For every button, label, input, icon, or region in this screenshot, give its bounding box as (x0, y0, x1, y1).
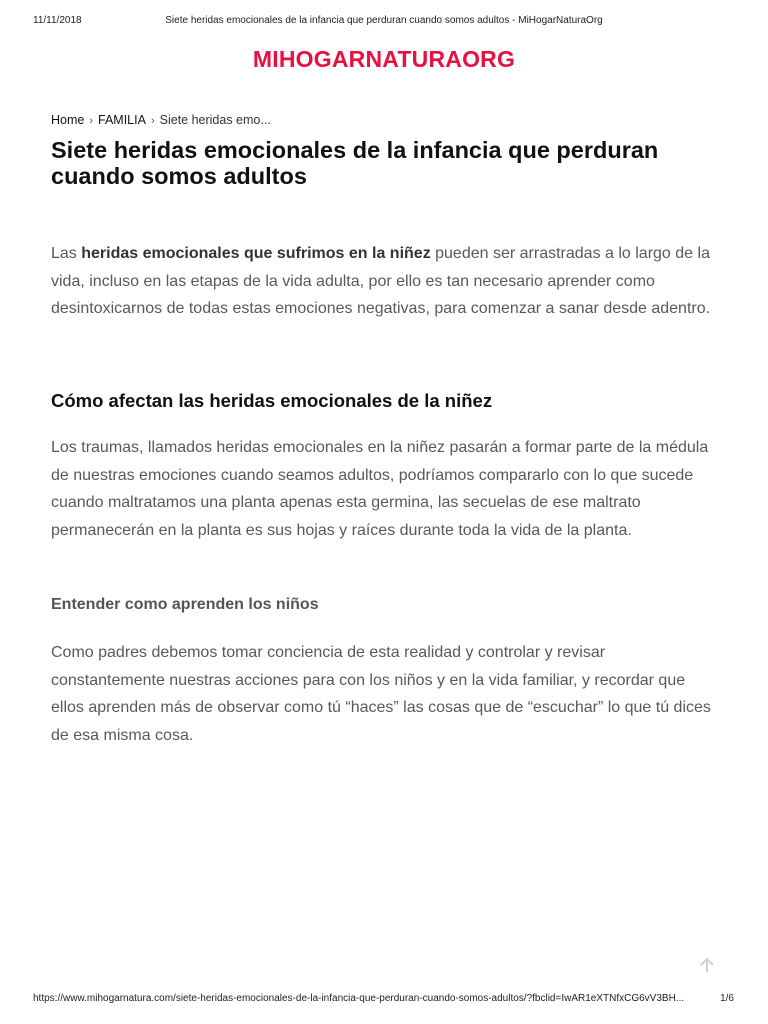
intro-text-start: Las (51, 245, 82, 262)
intro-bold-link: heridas emocionales que sufrimos en la niñez (81, 245, 431, 262)
section-heading-1: Cómo afectan las heridas emocionales de la niñez (51, 390, 493, 411)
print-header (0, 15, 768, 31)
site-logo[interactable]: MIHOGARNATURAORG (252, 46, 516, 72)
scroll-to-top-button[interactable] (694, 952, 720, 978)
paragraph-3 (51, 639, 719, 749)
article-title: Siete heridas emocionales de la infancia que perduran cuando somos adultos (51, 137, 659, 189)
breadcrumb (51, 113, 271, 127)
breadcrumb-home-link[interactable]: Home (51, 113, 85, 127)
arrow-up-icon (698, 956, 716, 974)
paragraph-2-text: Los traumas, llamados heridas emocionales en la niñez pasarán a formar parte de la médula de nuestras emociones cuando seamos adultos, podríamos compararlo con lo que sucede cuando maltratamos una planta apenas esta germina, las secuelas de ese maltrato permanecerán en la planta es sus hojas y raíces durante toda la vida de la planta. (51, 439, 709, 539)
print-date: 11/11/2018 (33, 15, 82, 26)
print-footer (0, 993, 768, 1009)
print-document-title: Siete heridas emocionales de la infancia que perduran cuando somos adultos - MiHogarNaturaOrg (165, 15, 603, 26)
breadcrumb-separator: › (89, 115, 94, 127)
breadcrumb-category-link[interactable]: FAMILIA (98, 113, 146, 127)
section-heading-2: Entender como aprenden los niños (51, 596, 319, 613)
paragraph-2 (51, 434, 719, 544)
print-page-number: 1/6 (720, 993, 734, 1004)
paragraph-3-text: Como padres debemos tomar conciencia de esta realidad y controlar y revisar constantemente nuestras acciones para con los niños y en la vida familiar, y recordar que ellos aprenden más de observar como tú “haces” las cosas que de “escuchar” lo que tú dices de esa misma cosa. (51, 644, 711, 744)
intro-text-end: pueden ser arrastradas a lo largo de la vida, incluso en las etapas de la vida adulta, por ello es tan necesario aprender como desintoxicarnos de todas estas emociones negativas, para comenzar a sanar desde adentro. (51, 245, 711, 317)
breadcrumb-separator: › (150, 115, 155, 127)
print-url: https://www.mihogarnatura.com/siete-heridas-emocionales-de-la-infancia-que-perduran-cuando-somos-adultos/?fbclid=IwAR1eXTNfxCG6vV3BH... (33, 993, 685, 1004)
intro-paragraph (51, 240, 719, 323)
breadcrumb-current: Siete heridas emo... (159, 113, 271, 127)
